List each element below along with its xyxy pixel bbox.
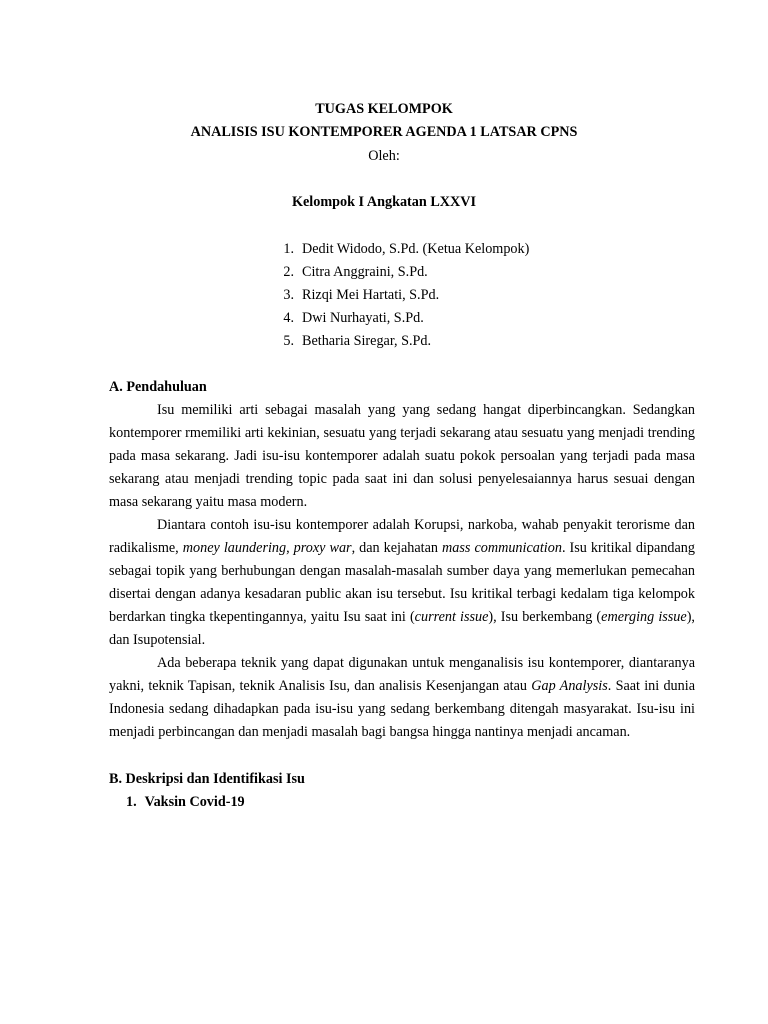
member-list	[272, 238, 529, 353]
doc-title: TUGAS KELOMPOK	[315, 101, 453, 117]
member-item: 1. Dedit Widodo, S.Pd. (Ketua Kelompok)	[283, 241, 530, 257]
member-item: 2. Citra Anggraini, S.Pd.	[283, 264, 428, 280]
paragraph-3: Ada beberapa teknik yang dapat digunakan untuk menganalisis isu kontemporer, diantaranya yakni, teknik Tapisan, teknik Analisis Isu, dan analisis Kesenjangan atau Gap Analysis. Saat ini dunia Indonesia sedang dihadapkan pada isu-isu yang sedang berkembang ditengah masyarakat. Isu-isu ini menjadi perbincangan dan menjadi masalah bagi bangsa hingga nantinya menjadi ancaman.	[109, 655, 695, 740]
doc-by-label: Oleh:	[368, 148, 400, 164]
member-item: 5. Betharia Siregar, S.Pd.	[283, 333, 432, 349]
member-item: 4. Dwi Nurhayati, S.Pd.	[283, 310, 424, 326]
paragraph-1: Isu memiliki arti sebagai masalah yang yang sedang hangat diperbincangkan. Sedangkan kontemporer rmemiliki arti kekinian, sesuatu yang terjadi sekarang atau sesuatu yang menjadi trending pada masa sekarang. Jadi isu-isu kontemporer adalah suatu pokok persoalan yang terjadi pada masa sekarang atau menjadi trending topic pada saat ini dan solusi penyelesaiannya harus sesuai dengan masa sekarang yaitu masa modern.	[109, 402, 695, 510]
member-item: 3. Rizqi Mei Hartati, S.Pd.	[283, 287, 440, 303]
section-b-heading: B. Deskripsi dan Identifikasi Isu	[109, 771, 305, 787]
doc-subtitle: ANALISIS ISU KONTEMPORER AGENDA 1 LATSAR CPNS	[190, 124, 578, 140]
section-a-heading: A. Pendahuluan	[109, 379, 207, 395]
paragraph-2: Diantara contoh isu-isu kontemporer adalah Korupsi, narkoba, wahab penyakit terorisme dan radikalisme, money laundering, proxy war, dan kejahatan mass communication. Isu kritikal dipandang sebagai topik yang berhubungan dengan masalah-masalah sumber daya yang memerlukan pemecahan disertai dengan adanya kesadaran public akan isu tersebut. Isu kritikal terbagi kedalam tiga kelompok berdarkan tingka tkepentingannya, yaitu Isu saat ini (current issue), Isu berkembang (emerging issue), dan Isupotensial.	[109, 517, 695, 648]
group-name: Kelompok I Angkatan LXXVI	[291, 194, 477, 210]
subsection-item: 1. Vaksin Covid-19	[126, 794, 245, 810]
